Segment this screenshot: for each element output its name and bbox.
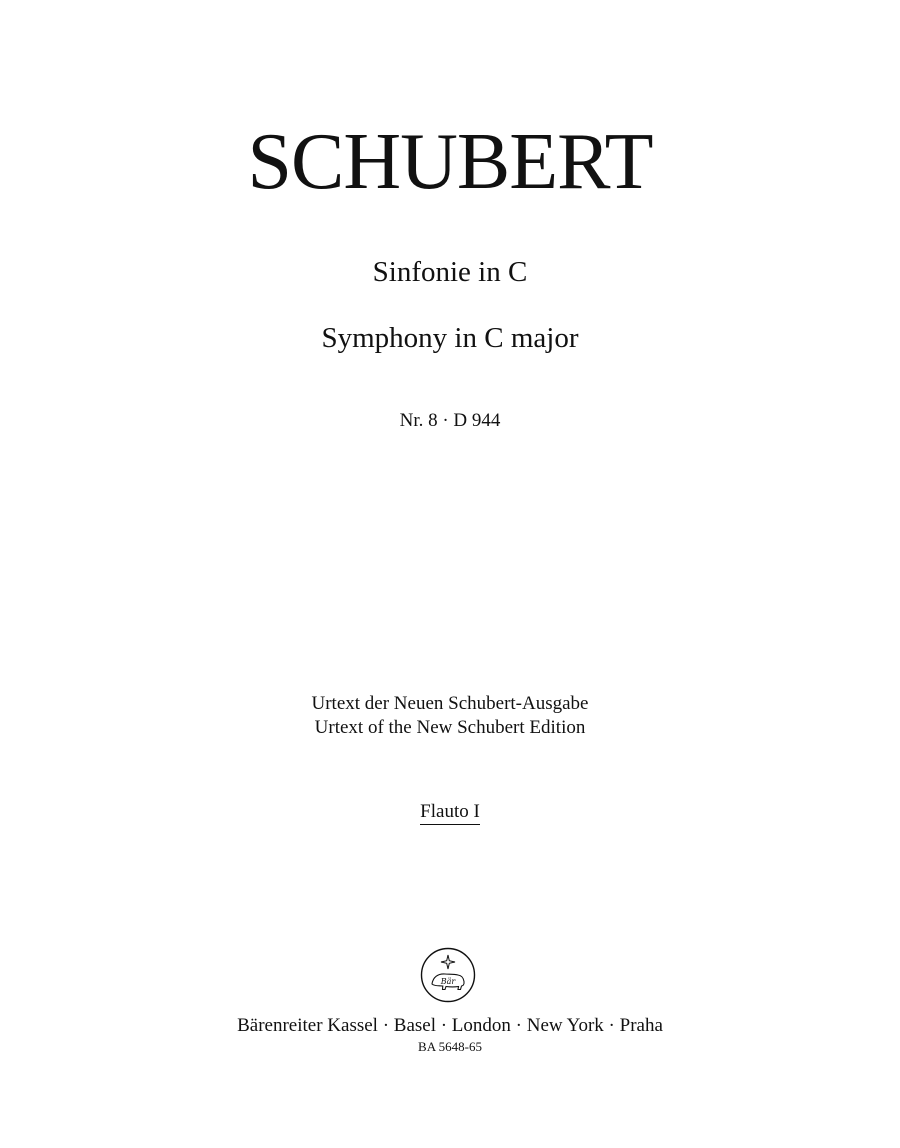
- edition-note-german: Urtext der Neuen Schubert-Ausgabe: [311, 693, 589, 714]
- title-german: Sinfonie in C: [372, 256, 528, 288]
- title-english: Symphony in C major: [321, 322, 579, 354]
- edition-note-english: Urtext of the New Schubert Edition: [314, 717, 586, 738]
- catalog-number: Nr. 8 · D 944: [399, 410, 501, 431]
- baerenreiter-bear-logo-icon: [419, 946, 477, 1004]
- instrument-part-label: Flauto I: [420, 802, 480, 825]
- logo-lettering: Bär: [440, 977, 456, 986]
- order-number: BA 5648-65: [418, 1039, 482, 1054]
- publisher-line: Bärenreiter Kassel · Basel · London · New York · Praha: [237, 1015, 663, 1036]
- composer-name: SCHUBERT: [247, 118, 653, 206]
- instrument-part: [0, 802, 900, 825]
